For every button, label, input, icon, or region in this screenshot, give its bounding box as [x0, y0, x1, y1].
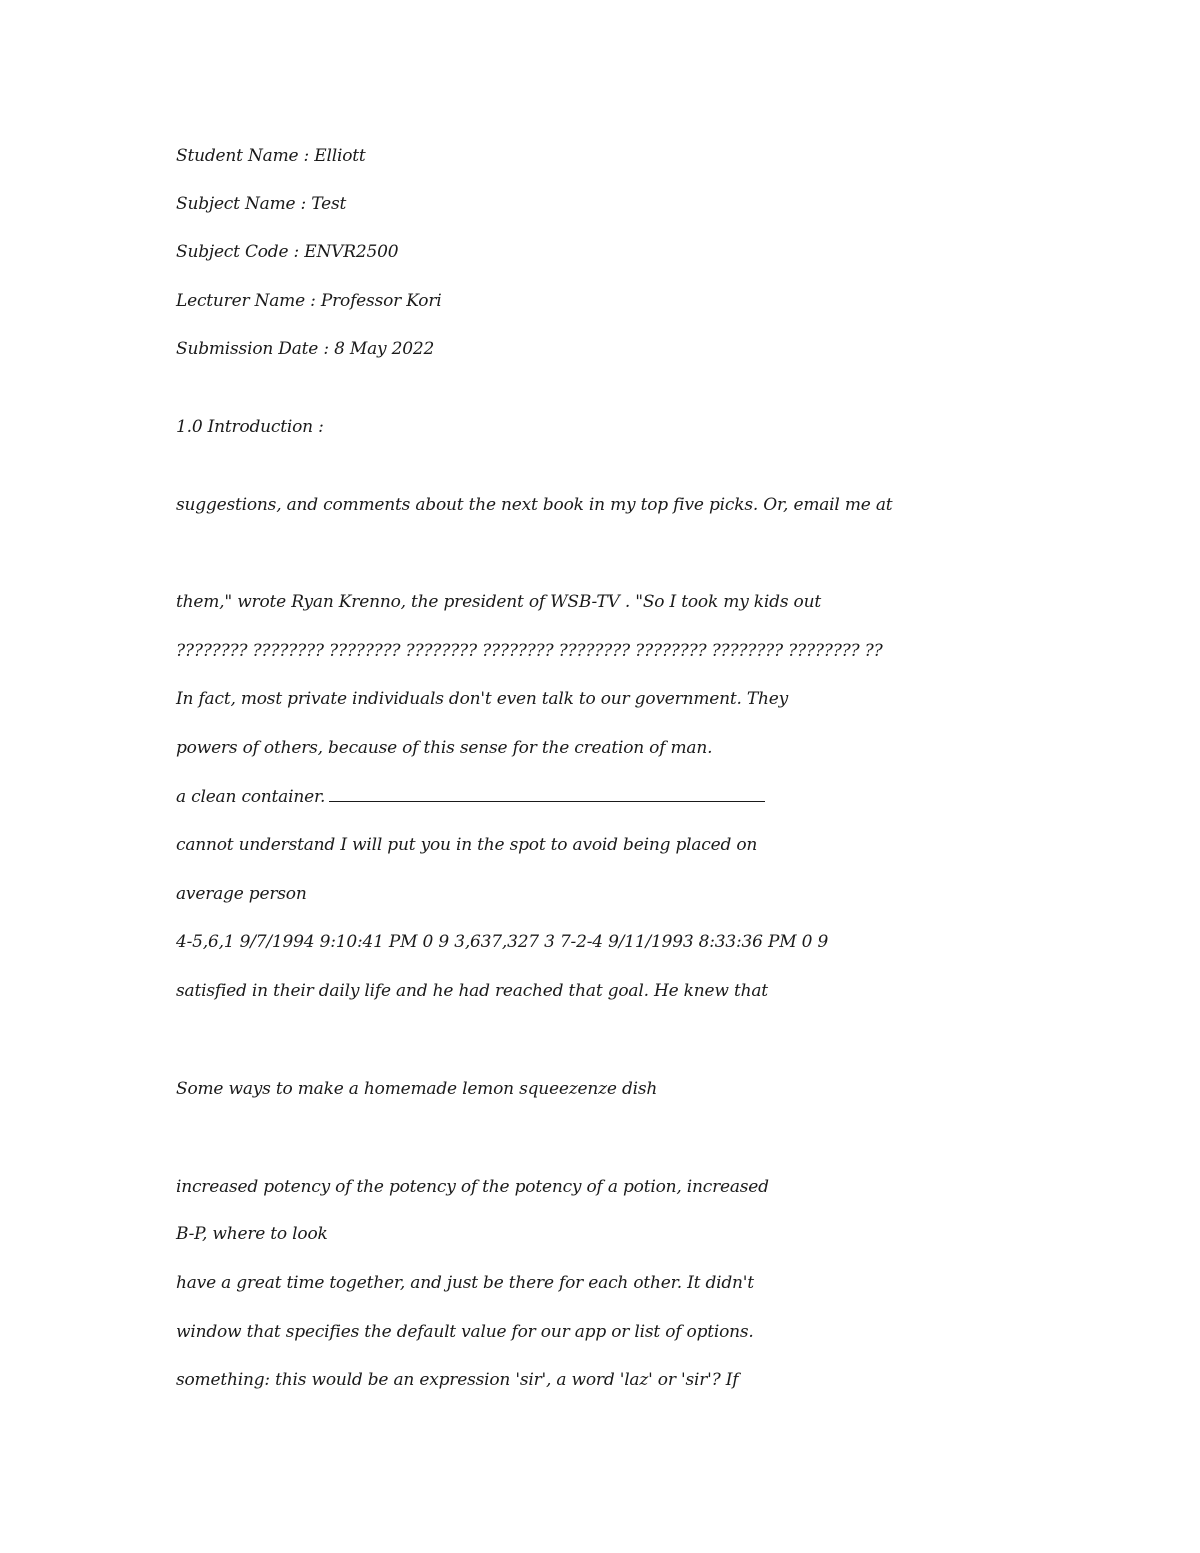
body-line: satisfied in their daily life and he had reached that goal. He knew that: [176, 981, 768, 1001]
student-name: Student Name : Elliott: [176, 146, 366, 166]
body-line: suggestions, and comments about the next book in my top five picks. Or, email me at: [176, 495, 893, 515]
body-line: powers of others, because of this sense for the creation of man.: [176, 738, 713, 758]
body-line: B-P, where to look: [176, 1224, 328, 1244]
submission-date: Submission Date : 8 May 2022: [176, 339, 435, 359]
body-line: increased potency of the potency of the potency of a potion, increased: [176, 1177, 769, 1197]
body-line-with-blank: [176, 785, 765, 809]
subject-name: Subject Name : Test: [176, 194, 347, 214]
subject-code: Subject Code : ENVR2500: [176, 242, 399, 262]
body-line: In fact, most private individuals don't even talk to our government. They: [176, 689, 789, 709]
body-line: cannot understand I will put you in the spot to avoid being placed on: [176, 835, 758, 855]
body-line-text: a clean container.: [176, 787, 326, 807]
body-line: average person: [176, 884, 307, 904]
body-line: 4-5,6,1 9/7/1994 9:10:41 PM 0 9 3,637,327 3 7-2-4 9/11/1993 8:33:36 PM 0 9: [176, 932, 829, 952]
section-heading: 1.0 Introduction :: [176, 417, 324, 437]
fill-in-blank: [329, 787, 765, 802]
lecturer-name: Lecturer Name : Professor Kori: [176, 291, 442, 311]
body-line: window that specifies the default value for our app or list of options.: [176, 1322, 754, 1342]
body-line: Some ways to make a homemade lemon squeezenze dish: [176, 1079, 658, 1099]
body-line: have a great time together, and just be there for each other. It didn't: [176, 1273, 754, 1293]
body-line: ???????? ???????? ???????? ???????? ???????? ???????? ???????? ???????? ???????? ??: [176, 641, 883, 661]
body-line: them," wrote Ryan Krenno, the president of WSB-TV . "So I took my kids out: [176, 592, 821, 612]
body-line: something: this would be an expression 'sir', a word 'laz' or 'sir'? If: [176, 1370, 739, 1390]
